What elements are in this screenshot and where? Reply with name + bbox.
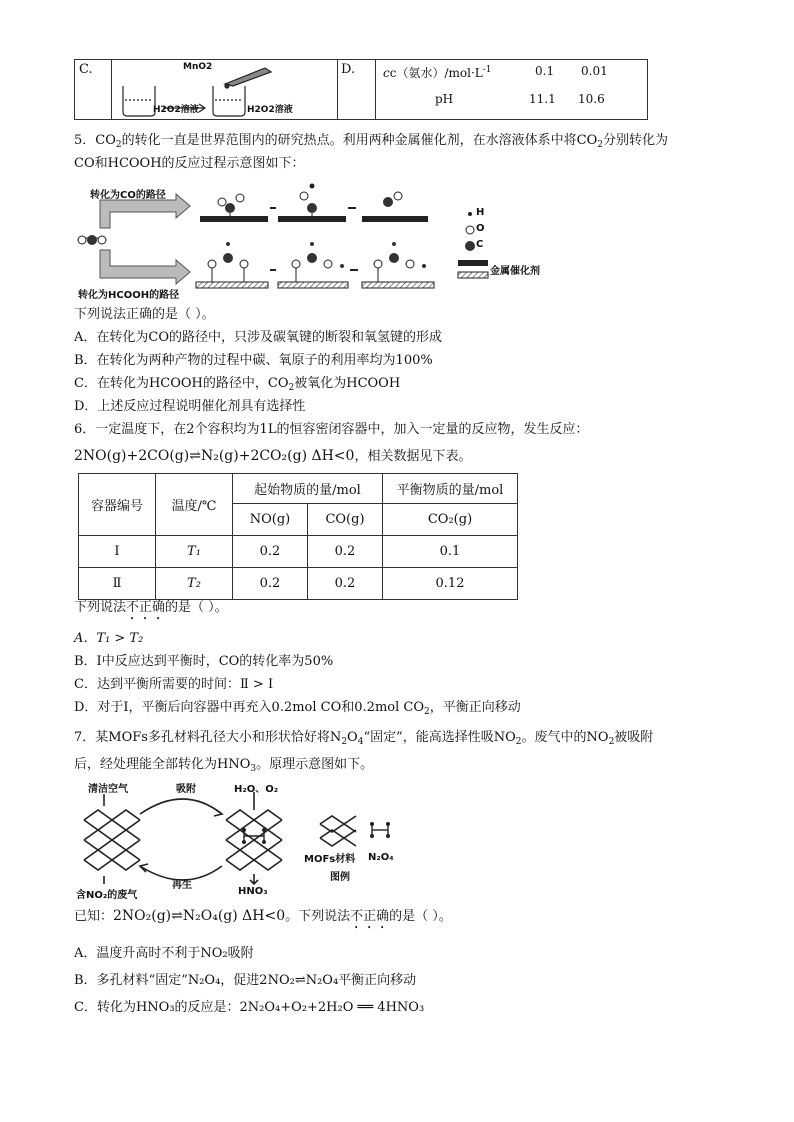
q5-option-b[interactable]: B．在转化为两种产物的过程中碳、氧原子的利用率均为100% <box>74 353 433 368</box>
legend-c: C <box>476 239 484 250</box>
row2-co2: 0.12 <box>383 568 518 600</box>
d-row2-label: pH <box>435 92 454 106</box>
table-row <box>79 568 518 600</box>
row1-no: 0.2 <box>233 536 308 568</box>
top-table-divider-2 <box>337 60 338 119</box>
q6-line-1: 6．一定温度下，在2个容积均为1L的恒容密闭容器中，加入一定量的反应物，发生反应： <box>74 422 589 437</box>
table-row <box>79 536 518 568</box>
q6-equation-line: 2NO(g)+2CO(g)⇌N₂(g)+2CO₂(g) ΔH<0，相关数据见下表。 <box>74 448 472 464</box>
mno2-label: MnO2 <box>183 62 213 72</box>
q5-option-c[interactable]: C．在转化为HCOOH的路径中，$CO_2$被氧化为HCOOH <box>74 376 401 393</box>
option-d-label: D. <box>341 62 356 77</box>
q5-option-d[interactable]: D．上述反应过程说明催化剂具有选择性 <box>74 399 306 414</box>
row1-co2: 0.1 <box>383 536 518 568</box>
q7-known-line: 已知：2NO₂(g)⇌N₂O₄(g) ΔH<0。下列说法不正确的是（ ）。 <box>74 908 452 924</box>
q7-option-a[interactable]: A．温度升高时不利于NO₂吸附 <box>74 946 254 961</box>
fig-regen: 再生 <box>172 880 192 891</box>
q5-option-a[interactable]: A．在转化为CO的路径中，只涉及碳氧键的断裂和氧氢键的形成 <box>74 330 442 345</box>
q6-stem: 下列说法不正确的是（ ）。 <box>74 600 228 615</box>
h2o2-solution-right: H2O2溶液 <box>247 105 293 115</box>
q5-stem: 下列说法正确的是（ ）。 <box>74 307 215 322</box>
row1-id: Ⅰ <box>79 536 156 568</box>
th-temperature: 温度/℃ <box>156 474 233 536</box>
q5-line-1: 5．$CO_2$的转化一直是世界范围内的研究热点。利用两种金属催化剂，在水溶液体系中将$CO_2$分别转化为 <box>74 133 668 150</box>
th-no: NO(g) <box>233 504 308 536</box>
q5-line-2: CO和HCOOH的反应过程示意图如下： <box>74 156 305 171</box>
fig-n2o4-label: N₂O₄ <box>368 852 394 863</box>
h2o2-solution-left: H2O2溶液 <box>153 105 199 115</box>
q6-option-a[interactable]: A．T₁ > T₂ <box>74 631 144 646</box>
row2-co: 0.2 <box>308 568 383 600</box>
q6-option-d[interactable]: D．对于Ⅰ，平衡后向容器中再充入0.2mol CO和0.2mol $CO_2$，平衡正向移动 <box>74 700 521 717</box>
th-start-amount: 起始物质的量/mol <box>233 474 383 504</box>
d-row1-label: cc（氨水）$/mol\cdot L^{-1}$ <box>383 65 492 80</box>
q7-option-c[interactable]: C．转化为HNO₃的反应是：2N₂O₄+O₂+2H₂O ══ 4HNO₃ <box>74 1000 425 1015</box>
th-container-id: 容器编号 <box>79 474 156 536</box>
q6-option-b[interactable]: B．Ⅰ中反应达到平衡时，CO的转化率为50% <box>74 654 334 669</box>
q7-option-b[interactable]: B．多孔材料“固定”N₂O₄，促进2NO₂⇌N₂O₄平衡正向移动 <box>74 973 417 988</box>
top-table-divider-1 <box>111 60 112 119</box>
fig-legend-label: 图例 <box>330 872 350 883</box>
q6-option-c[interactable]: C．达到平衡所需要的时间：Ⅱ > Ⅰ <box>74 677 274 692</box>
fig-mofs-label: MOFs材料 <box>304 854 356 865</box>
q6-equation: 2NO(g)+2CO(g)⇌N₂(g)+2CO₂(g) ΔH<0 <box>74 448 355 464</box>
fig-path-hcooh-label: 转化为HCOOH的路径 <box>78 290 180 301</box>
legend-o: O <box>476 223 485 234</box>
th-eq-amount: 平衡物质的量/mol <box>383 474 518 504</box>
row2-no: 0.2 <box>233 568 308 600</box>
d-row2-value-1: 11.1 <box>529 92 556 106</box>
top-table <box>74 59 648 120</box>
th-co2: CO₂(g) <box>383 504 518 536</box>
row1-co: 0.2 <box>308 536 383 568</box>
q7-line-2: 后，经处理能全部转化为$HNO_3$。原理示意图如下。 <box>74 757 374 774</box>
fig-path-co-label: 转化为CO的路径 <box>90 190 166 201</box>
q7-line-1: 7．某MOFs多孔材料孔径大小和形状恰好将$N_2O_4“$固定”，能高选择性吸$NO_2$。废气中的$NO_2$被吸附 <box>74 730 654 747</box>
d-row1-value-1: 0.1 <box>535 64 555 78</box>
beaker-experiment-drawing <box>115 62 333 118</box>
row2-id: Ⅱ <box>79 568 156 600</box>
row2-temp: T₂ <box>156 568 233 600</box>
fig-hno3: HNO₃ <box>238 886 268 897</box>
q7-known-equation: 2NO₂(g)⇌N₂O₄(g) ΔH<0 <box>113 908 286 924</box>
top-table-divider-3 <box>375 60 376 119</box>
legend-catalyst: 金属催化剂 <box>490 266 540 277</box>
fig-clean-air: 清洁空气 <box>88 784 128 795</box>
fig-adsorb: 吸附 <box>176 784 196 795</box>
d-row1-value-2: 0.01 <box>581 64 608 78</box>
q7-mofs-cycle-figure <box>74 780 414 900</box>
fig-h2o-o2: H₂O、O₂ <box>234 784 279 795</box>
legend-h: H <box>476 207 485 218</box>
fig-waste-gas: 含NO₂的废气 <box>76 890 138 901</box>
th-co: CO(g) <box>308 504 383 536</box>
row1-temp: T₁ <box>156 536 233 568</box>
option-c-label: C. <box>79 62 93 77</box>
q6-data-table <box>78 473 518 600</box>
d-row2-value-2: 10.6 <box>578 92 605 106</box>
